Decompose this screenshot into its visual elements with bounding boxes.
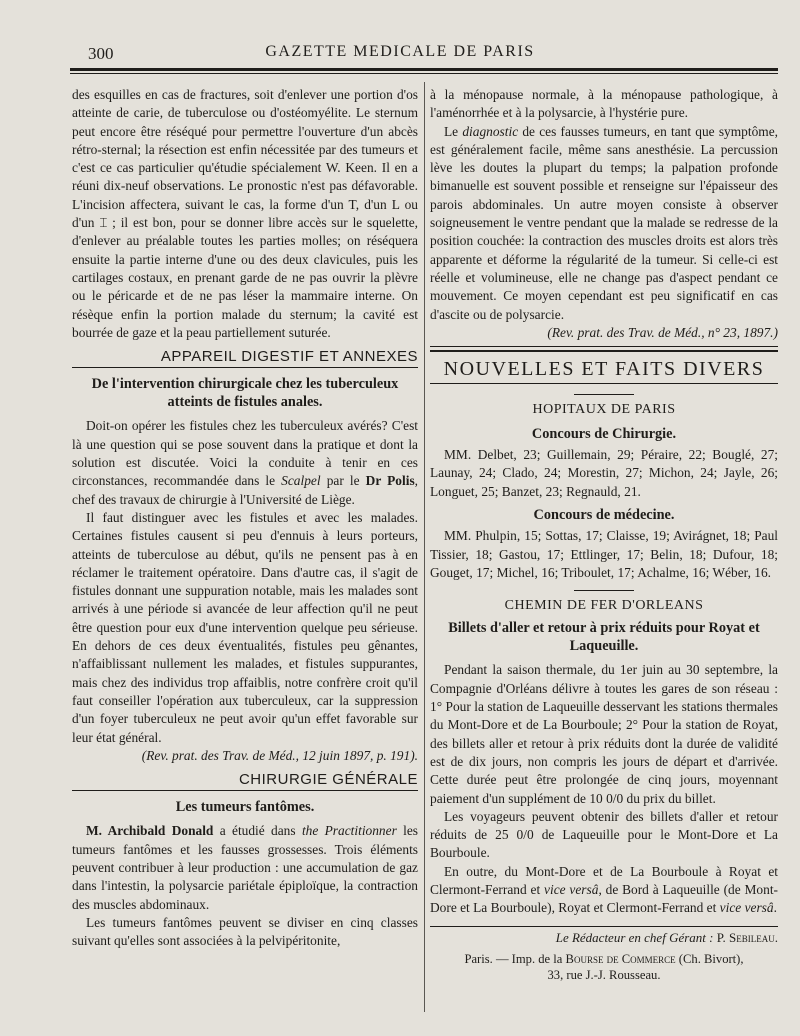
- section-heading-chirurgie: CHIRURGIE GÉNÉRALE: [72, 771, 418, 791]
- journal-title: GAZETTE MEDICALE DE PARIS: [265, 43, 535, 60]
- printer-line-2: 33, rue J.-J. Rousseau.: [547, 967, 661, 982]
- footer-rule: [430, 926, 778, 927]
- paragraph-tumeurs-intro: M. Archibald Donald a étudié dans the Practitionner les tumeurs fantômes et les fausses grossesses. Trois éléments peuvent contribuer à leur production : une accumulation de gaz dans l'intestin, la polysarcie pariétale épiploïque, la contraction des muscles abdominaux.: [72, 823, 418, 912]
- page-number: 300: [88, 44, 114, 63]
- printer-line-1: Paris. — Imp. de la Bourse de Commerce (Ch. Bivort),: [464, 951, 744, 966]
- header-rule: [70, 68, 778, 71]
- printer-imprint: [430, 951, 778, 983]
- billets-paragraph-3: En outre, du Mont-Dore et de La Bourboule à Royat et Clermont-Ferrand et vice versâ, de Bord à Laqueuille (de Mont-Dore et La Bourboule), Royat et Clermont-Ferrand et vice versâ.: [430, 863, 779, 916]
- left-column: [72, 86, 418, 950]
- editor-line: Le Rédacteur en chef Gérant : P. Sebileau.: [555, 929, 778, 945]
- citation-diagnostic: (Rev. prat. des Trav. de Méd., n° 23, 1897.): [547, 324, 778, 340]
- billets-paragraph-2: Les voyageurs peuvent obtenir des billets d'aller et retour réduits de 25 0/0 de Laqueuille pour le Mont-Dore et La Bourboule.: [430, 808, 778, 861]
- paragraph-diagnostic: Le diagnostic de ces fausses tumeurs, en tant que symptôme, est généralement facile, même sans anesthésie. La percussion lève les doutes la plupart du temps; la palpation profonde bimanuelle est souvent possible et renseigne sur l'épaisseur des parois abdominales. Un autre moyen consiste à observer soigneusement le ventre pendant que la malade se redresse de la position couchée: la contraction des muscles droits est alors très apparente et déforme la régularité de la tumeur. Si celle-ci est réelle et volumineuse, elle ne change pas d'aspect pendant ce mouvement. Ce moyen cependant est peu significatif en cas d'ascite ou de polysarcie.: [430, 123, 778, 322]
- concours-medecine-heading: Concours de médecine.: [533, 506, 675, 523]
- paragraph-sternum: des esquilles en cas de fractures, soit d'enlever une portion d'os atteinte de carie, de tuberculose ou d'ostéomyélite. Le sternum peut encore être réséqué pour permettre l'ouverture d'un abcès rétro-sternal; la résection est enfin nécessitée par des tumeurs et c'est ce cas particulier qu'étudie spécialement W. Keen. Il en a réuni dix-neuf observations. Le pronostic n'est pas défavorable. L'incision affectera, suivant le cas, la forme d'un T, d'un L ou d'un ⌶ ; il est bon, pour se donner libre accès sur le squelette, d'enlever au préalable toutes les parties molles; on réséquera ensuite la partie interne d'une ou des deux clavicules, puis les cartilages costaux, en prenant garde de ne pas ouvrir la plèvre ou le péricarde et de ne pas léser la mammaire interne. On résèque enfin la portion malade du sternum; la cavité est bourrée de gaze et la peau partiellement suturée.: [72, 87, 418, 340]
- paragraph-fistules-body: Il faut distinguer avec les fistules et avec les malades. Certaines fistules causent si peu d'ennuis à leurs porteurs, atteints de tuberculose au début, qu'ils ne pensent pas à en réclamer le traitement opératoire. Dans d'autre cas, il s'agit de fistules donnant une suppuration notable, mais les malades sont arrivés à une période si avancée de leur affection qu'il ne peut être question pour eux d'une intervention quelque peu sérieuse. En dehors de ces deux éventualités, fistules peu gênantes, n'affaiblissant nullement les malades, et fistules suppurantes, mais chez des individus trop affaiblis, notre confrère croit qu'il faut conseiller l'opération aux tuberculeux, car la suppression d'un foyer tuberculeux ne peut avoir qu'un effet favorable sur leur état général.: [72, 509, 418, 745]
- short-rule: [574, 394, 634, 395]
- chirurgie-results: MM. Delbet, 23; Guillemain, 29; Péraire, 22; Bouglé, 27; Launay, 24; Clado, 24; Morestin, 27; Michon, 24; Jayle, 26; Longuet, 25; Banzet, 23; Regnauld, 21.: [430, 447, 778, 499]
- paragraph-menopause: à la ménopause normale, à la ménopause pathologique, à l'aménorrhée et à la polysarcie, à l'hystérie pure.: [430, 87, 778, 121]
- medecine-results: MM. Phulpin, 15; Sottas, 17; Claisse, 19; Avirágnet, 18; Paul Tissier, 18; Gastou, 17; Ettlinger, 17; Belin, 18; Dufour, 18; Gouget, 17; Michel, 16; Triboulet, 17; Achalme, 16; Wéber, 16.: [430, 528, 778, 580]
- paragraph-tumeurs-classes: Les tumeurs fantômes peuvent se diviser en cinq classes suivant qu'elles sont associées à la pelvipéritonite,: [72, 914, 418, 949]
- section-heading-digestif: APPAREIL DIGESTIF ET ANNEXES: [72, 348, 418, 368]
- billets-title: Billets d'aller et retour à prix réduits pour Royat et Laqueuille.: [448, 620, 760, 655]
- right-column: [430, 86, 778, 983]
- concours-chirurgie-heading: Concours de Chirurgie.: [531, 425, 677, 442]
- billets-paragraph-1: Pendant la saison thermale, du 1er juin au 30 septembre, la Compagnie d'Orléans délivre à toutes les gares de son réseau : 1° Pour la station de Laqueuille desservant les stations thermales du Mont-Dore et de La Bourboule; 2° Pour la station de Royat, des billets aller et retour à prix réduits dont la durée de validité est de dix jours, non compris les jours de départ et d'arrivée. Cette durée peut être prolongée de cinq jours, moyennant paiement d'un supplément de 10 0/0 du prix du billet.: [430, 662, 778, 806]
- citation-fistules: (Rev. prat. des Trav. de Méd., 12 juin 1897, p. 191).: [141, 747, 418, 763]
- header-rule-thin: [70, 73, 778, 74]
- short-rule-2: [574, 590, 634, 591]
- column-divider: [424, 82, 425, 1012]
- article-title-fistules: De l'intervention chirurgicale chez les tuberculeux atteints de fistules anales.: [91, 376, 399, 411]
- railway-heading: CHEMIN DE FER D'ORLEANS: [504, 598, 704, 614]
- hospitals-heading: HOPITAUX DE PARIS: [532, 402, 676, 418]
- paragraph-fistules-intro: Doit-on opérer les fistules chez les tuberculeux avérés? C'est là une question qui se pose souvent dans la pratique et dont la solution est discutée. Voici la conduite à tenir en ces circonstances, recommandée dans le Scalpel par le Dr Polis, chef des travaux de chirurgie à l'Université de Liège.: [72, 418, 419, 507]
- article-title-tumeurs: Les tumeurs fantômes.: [175, 799, 315, 816]
- news-heading: NOUVELLES ET FAITS DIVERS: [430, 350, 778, 384]
